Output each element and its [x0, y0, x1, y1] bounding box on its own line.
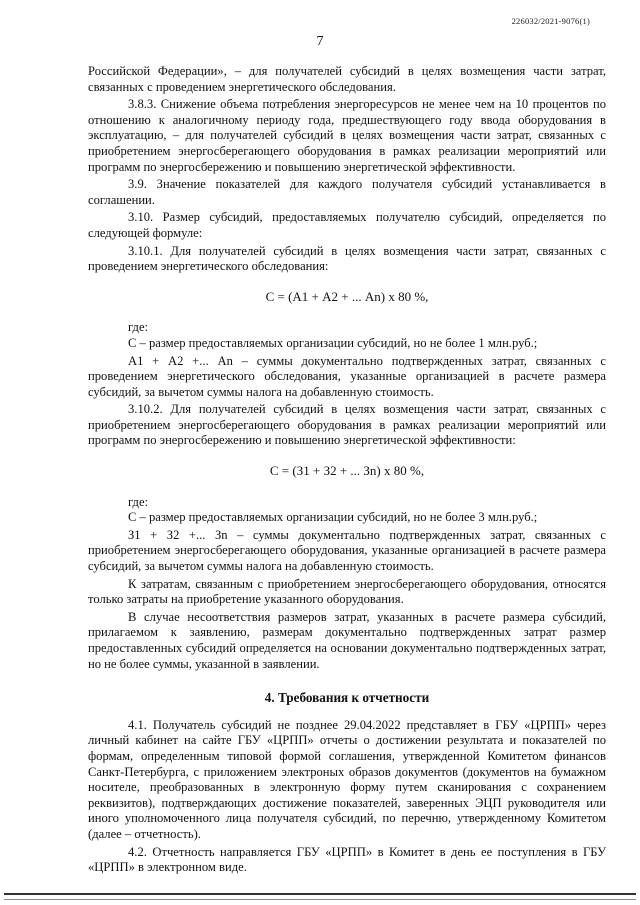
section-heading: 4. Требования к отчетности: [264, 690, 430, 706]
where-label: где:: [128, 320, 149, 335]
paragraph: З1 + З2 +... Зn – суммы документально подтвержденных затрат, связанных с приобретением энергосберегающего оборудования, указанные организацией в расчете размера субсидий, за вычетом суммы налога на добавленную стоимость.: [88, 527, 606, 574]
document-body: [88, 64, 606, 878]
bottom-divider: [4, 899, 636, 900]
document-number: 226032/2021-9076(1): [511, 16, 590, 26]
paragraph: К затратам, связанным с приобретением энергосберегающего оборудования, относятся только затраты на приобретение указанного оборудования.: [88, 576, 606, 607]
paragraph: 3.10.1. Для получателей субсидий в целях возмещения части затрат, связанных с проведением энергетического обследования:: [88, 243, 606, 274]
paragraph: А1 + А2 +... Аn – суммы документально подтвержденных затрат, связанных с проведением энергетического обследования, указанные организацией в расчете размера субсидий, за вычетом суммы налога на добавленную стоимость.: [88, 353, 606, 399]
paragraph: С – размер предоставляемых организации субсидий, но не более 3 млн.руб.;: [128, 510, 538, 525]
paragraph: 3.10.2. Для получателей субсидий в целях возмещения части затрат, связанных с приобретением энергосберегающего оборудования в рамках реализации мероприятий или программ по энергосбережению и повышению энергетической эффективности:: [88, 402, 606, 448]
paragraph: В случае несоответствия размеров затрат, указанных в расчете размера субсидий, прилагаемом к заявлению, размерам документально подтвержденных затрат размер предоставленных субсидий определяется на основании документально подтвержденных затрат, но не более суммы, указанной в заявлении.: [88, 609, 606, 671]
formula-2: С = (З1 + З2 + ... Зn) х 80 %,: [269, 463, 425, 479]
page-number: 7: [316, 34, 324, 49]
paragraph: Российской Федерации», – для получателей субсидий в целях возмещения части затрат, связанных с проведением энергетического обследования.: [88, 64, 606, 94]
paragraph: 3.10. Размер субсидий, предоставляемых получателю субсидий, определяется по следующей формуле:: [88, 210, 606, 240]
paragraph: 4.2. Отчетность направляется ГБУ «ЦРПП» в Комитет в день ее поступления в ГБУ «ЦРПП» в электронном виде.: [88, 844, 606, 875]
bottom-divider: [4, 893, 636, 895]
paragraph: 3.9. Значение показателей для каждого получателя субсидий устанавливается в соглашении.: [88, 177, 606, 207]
paragraph: 3.8.3. Снижение объема потребления энергоресурсов не менее чем на 10 процентов по отношению к аналогичному периоду года, предшествующего году ввода оборудования в эксплуатацию, – для получателей субсидий в целях возмещения части затрат, связанных с приобретением энергосберегающего оборудования в рамках реализации мероприятий или программ по энергосбережению и повышению энергетической эффективности.: [88, 97, 606, 174]
paragraph: 4.1. Получатель субсидий не позднее 29.04.2022 представляет в ГБУ «ЦРПП» через личный кабинет на сайте ГБУ «ЦРПП» отчеты о достижении результата и показателей по формам, определенным типовой формой соглашения, утвержденной Комитетом финансов Санкт-Петербурга, с приложением электроных образов документов (документов на бумажном носителе, преобразованных в электронную форму путем сканирования с сохранением реквизитов), подтверждающих достижение показателей, заверенных ЭЦП руководителя или иного уполномоченного лица получателя субсидий, по перечню, утвержденному Комитетом (далее – отчетность).: [88, 717, 606, 841]
paragraph: С – размер предоставляемых организации субсидий, но не более 1 млн.руб.;: [128, 335, 538, 350]
where-label: где:: [128, 494, 149, 509]
formula-1: С = (А1 + А2 + ... Аn) х 80 %,: [265, 288, 429, 304]
